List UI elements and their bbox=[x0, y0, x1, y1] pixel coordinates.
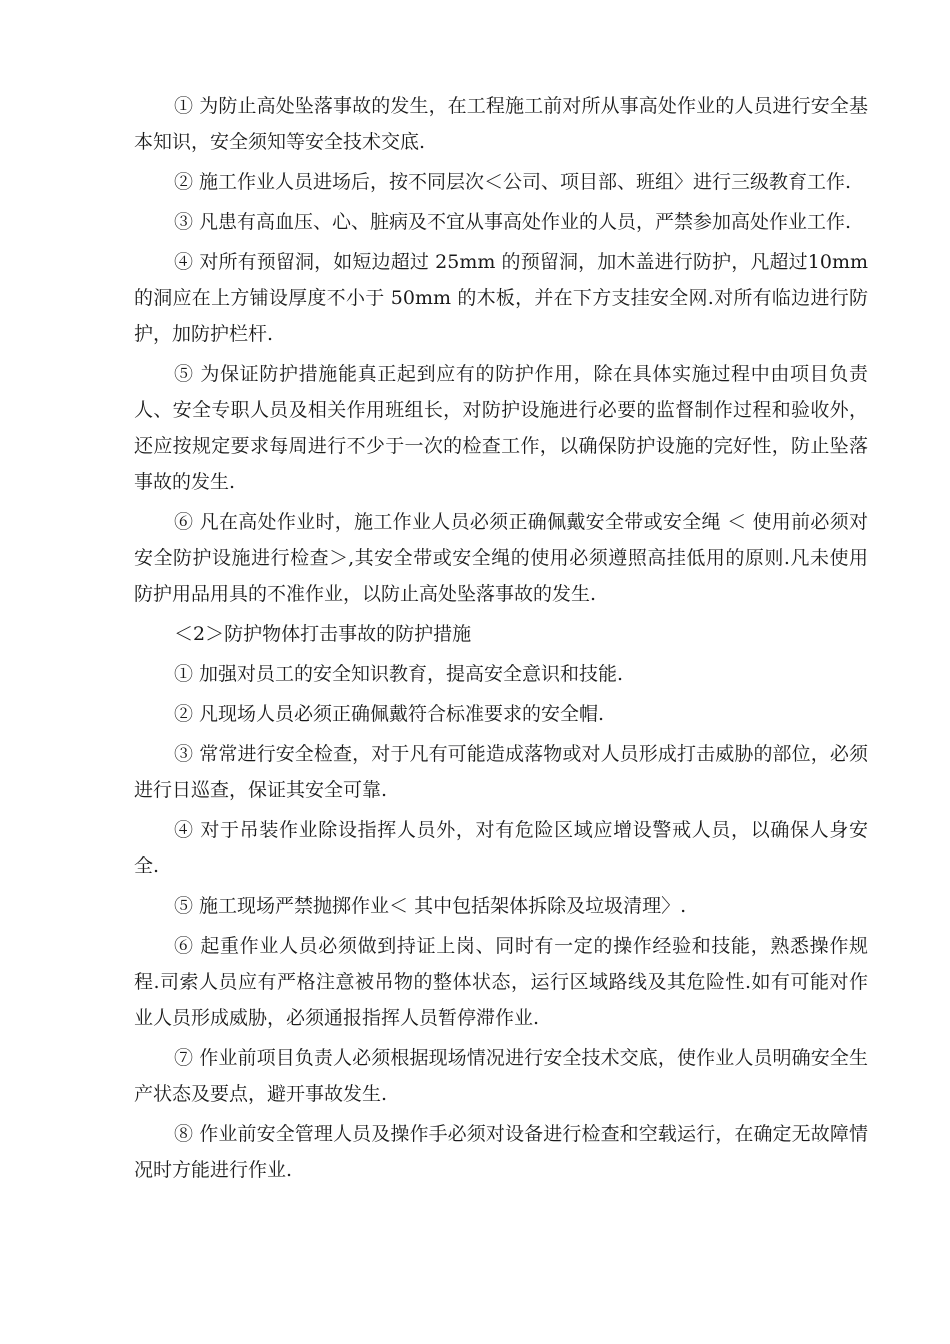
paragraph-fall-prevention-6: ⑥ 凡在高处作业时，施工作业人员必须正确佩戴安全带或安全绳 ＜ 使用前必须对安全防护设施进行检查＞,其安全带或安全绳的使用必须遵照高挂低用的原则.凡未使用防护用品用具的不准作业，以防止高处坠落事故的发生. bbox=[134, 511, 868, 605]
paragraph-fall-prevention-5: ⑤ 为保证防护措施能真正起到应有的防护作用，除在具体实施过程中由项目负责人、安全专职人员及相关作用班组长，对防护设施进行必要的监督制作过程和验收外，还应按规定要求每周进行不少于一次的检查工作，以确保防护设施的完好性，防止坠落事故的发生. bbox=[134, 363, 868, 493]
section-heading-object-strike: ＜2＞防护物体打击事故的防护措施 bbox=[174, 623, 472, 645]
paragraph-object-strike-8: ⑧ 作业前安全管理人员及操作手必须对设备进行检查和空载运行，在确定无故障情况时方能进行作业. bbox=[134, 1123, 868, 1181]
paragraph-fall-prevention-4: ④ 对所有预留洞，如短边超过 25mm 的预留洞，加木盖进行防护，凡超过10mm 的洞应在上方铺设厚度不小于 50mm 的木板，并在下方支挂安全网.对所有临边进行防护，加防护栏杆. bbox=[134, 251, 868, 345]
paragraph-object-strike-3: ③ 常常进行安全检查，对于凡有可能造成落物或对人员形成打击威胁的部位，必须进行日巡查，保证其安全可靠. bbox=[134, 743, 868, 801]
paragraph-object-strike-5: ⑤ 施工现场严禁抛掷作业＜ 其中包括架体拆除及垃圾清理〉. bbox=[174, 895, 687, 917]
document-body bbox=[134, 88, 868, 1192]
paragraph-object-strike-4: ④ 对于吊装作业除设指挥人员外，对有危险区域应增设警戒人员，以确保人身安全. bbox=[134, 819, 868, 877]
paragraph-fall-prevention-3: ③ 凡患有高血压、心、脏病及不宜从事高处作业的人员，严禁参加高处作业工作. bbox=[174, 211, 852, 233]
paragraph-object-strike-7: ⑦ 作业前项目负责人必须根据现场情况进行安全技术交底，使作业人员明确安全生产状态及要点，避开事故发生. bbox=[134, 1047, 868, 1105]
paragraph-object-strike-6: ⑥ 起重作业人员必须做到持证上岗、同时有一定的操作经验和技能，熟悉操作规程.司索人员应有严格注意被吊物的整体状态，运行区域路线及其危险性.如有可能对作业人员形成威胁，必须通报指挥人员暂停滞作业. bbox=[134, 935, 868, 1029]
paragraph-object-strike-2: ② 凡现场人员必须正确佩戴符合标准要求的安全帽. bbox=[174, 703, 605, 725]
paragraph-fall-prevention-1: ① 为防止高处坠落事故的发生，在工程施工前对所从事高处作业的人员进行安全基本知识，安全须知等安全技术交底. bbox=[134, 95, 868, 153]
paragraph-fall-prevention-2: ② 施工作业人员进场后，按不同层次＜公司、项目部、班组〉进行三级教育工作. bbox=[174, 171, 852, 193]
paragraph-object-strike-1: ① 加强对员工的安全知识教育，提高安全意识和技能. bbox=[174, 663, 624, 685]
